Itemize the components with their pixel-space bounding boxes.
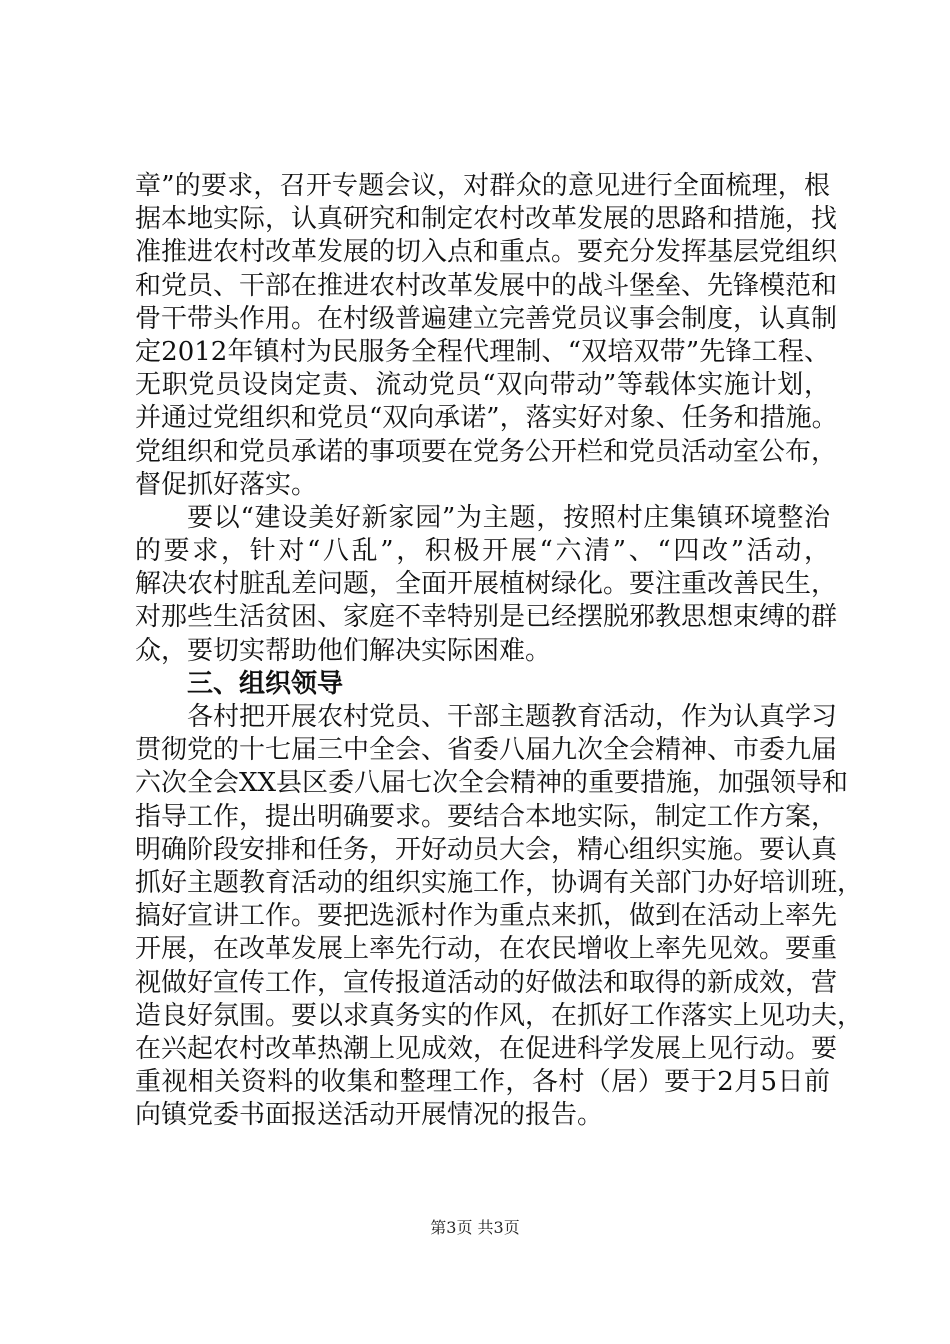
text-line: 重视相关资料的收集和整理工作，各村（居）要于2月5日前 <box>135 1067 830 1098</box>
text-line: 党组织和党员承诺的事项要在党务公开栏和党员活动室公布， <box>135 436 838 467</box>
text-line: 骨干带头作用。在村级普遍建立完善党员议事会制度，认真制 <box>135 303 838 334</box>
text-line: 造良好氛围。要以求真务实的作风，在抓好工作落实上见功夫， <box>135 1000 864 1031</box>
text-line: 抓好主题教育活动的组织实施工作，协调有关部门办好培训班， <box>135 867 864 898</box>
paragraph-3 <box>135 701 864 1132</box>
text-line: 六次全会XX县区委八届七次全会精神的重要措施，加强领导和 <box>135 768 849 799</box>
text-line: 明确阶段安排和任务，开好动员大会，精心组织实施。要认真 <box>135 834 838 865</box>
text-line: 据本地实际，认真研究和制定农村改革发展的思路和措施，找 <box>135 204 838 235</box>
text-line: 贯彻党的十七届三中全会、省委八届九次全会精神、市委九届 <box>135 735 838 766</box>
text-line: 开展，在改革发展上率先行动，在农民增收上率先见效。要重 <box>135 934 838 965</box>
text-line: 众，要切实帮助他们解决实际困难。 <box>135 635 552 666</box>
paragraph-1 <box>135 170 838 502</box>
text-line: 并通过党组织和党员“双向承诺”，落实好对象、任务和措施。 <box>135 403 838 434</box>
text-line: 向镇党委书面报送活动开展情况的报告。 <box>135 1100 604 1131</box>
text-line: 和党员、干部在推进农村改革发展中的战斗堡垒、先锋模范和 <box>135 270 838 301</box>
text-line: 督促抓好落实。 <box>135 469 318 500</box>
text-line: 无职党员设岗定责、流动党员“双向带动”等载体实施计划， <box>135 370 830 401</box>
text-line: 准推进农村改革发展的切入点和重点。要充分发挥基层党组织 <box>135 237 838 268</box>
document-body <box>135 170 864 1132</box>
text-line: 各村把开展农村党员、干部主题教育活动，作为认真学习 <box>187 702 838 732</box>
paragraph-2 <box>135 502 838 668</box>
text-line: 的要求，针对“八乱”，积极开展“六清”、“四改”活动， <box>135 536 830 567</box>
text-line: 视做好宣传工作，宣传报道活动的好做法和取得的新成效，营 <box>135 967 838 998</box>
text-line: 定2012年镇村为民服务全程代理制、“双培双带”先锋工程、 <box>135 336 830 367</box>
text-line: 指导工作，提出明确要求。要结合本地实际，制定工作方案， <box>135 801 838 832</box>
text-line: 解决农村脏乱差问题，全面开展植树绿化。要注重改善民生， <box>135 569 838 600</box>
text-line: 对那些生活贫困、家庭不幸特别是已经摆脱邪教思想束缚的群 <box>135 602 838 633</box>
text-line: 要以“建设美好新家园”为主题，按照村庄集镇环境整治 <box>187 502 830 533</box>
text-line: 搞好宣讲工作。要把选派村作为重点来抓，做到在活动上率先 <box>135 901 838 932</box>
section-heading: 三、组织领导 <box>187 668 344 699</box>
text-line: 章”的要求，召开专题会议，对群众的意见进行全面梳理，根 <box>135 171 830 201</box>
text-line: 在兴起农村改革热潮上见成效，在促进科学发展上见行动。要 <box>135 1033 838 1064</box>
page-number-footer: 第3页 共3页 <box>430 1218 520 1237</box>
